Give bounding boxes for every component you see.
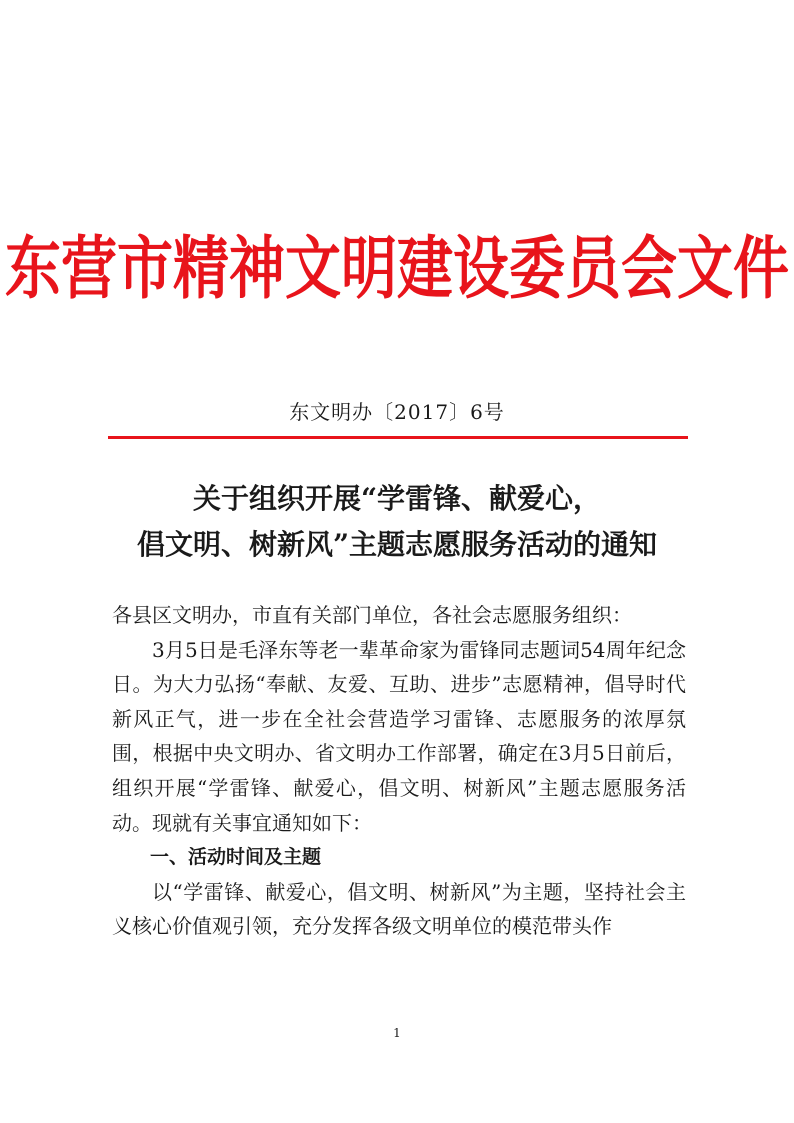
- body-paragraph-1: 3月5日是毛泽东等老一辈革命家为雷锋同志题词54周年纪念日。为大力弘扬“奉献、友爱、互助、进步”志愿精神，倡导时代新风正气，进一步在全社会营造学习雷锋、志愿服务的浓厚氛围，根据中央文明办、省文明办工作部署，确定在3月5日前后，组织开展“学雷锋、献爱心，倡文明、树新风”主题志愿服务活动。现就有关事宜通知如下：: [112, 637, 686, 835]
- page-number: 1: [393, 1026, 401, 1040]
- section-heading-1: 一、活动时间及主题: [150, 846, 322, 869]
- masthead-title: 东营市精神文明建设委员会文件: [5, 229, 789, 310]
- document-number: 东文明办〔2017〕6号: [289, 400, 505, 424]
- red-divider-rule: [108, 436, 688, 439]
- body-paragraph-2: 以“学雷锋、献爱心，倡文明、树新风”为主题，坚持社会主义核心价值观引领，充分发挥各级文明单位的模范带头作: [112, 879, 686, 939]
- salutation: 各县区文明办，市直有关部门单位，各社会志愿服务组织：: [112, 603, 632, 627]
- document-title: [0, 476, 794, 568]
- document-title-line-1: 关于组织开展“学雷锋、献爱心，: [192, 482, 602, 515]
- document-title-line-2: 倡文明、树新风”主题志愿服务活动的通知: [136, 528, 658, 561]
- document-body: [112, 598, 686, 944]
